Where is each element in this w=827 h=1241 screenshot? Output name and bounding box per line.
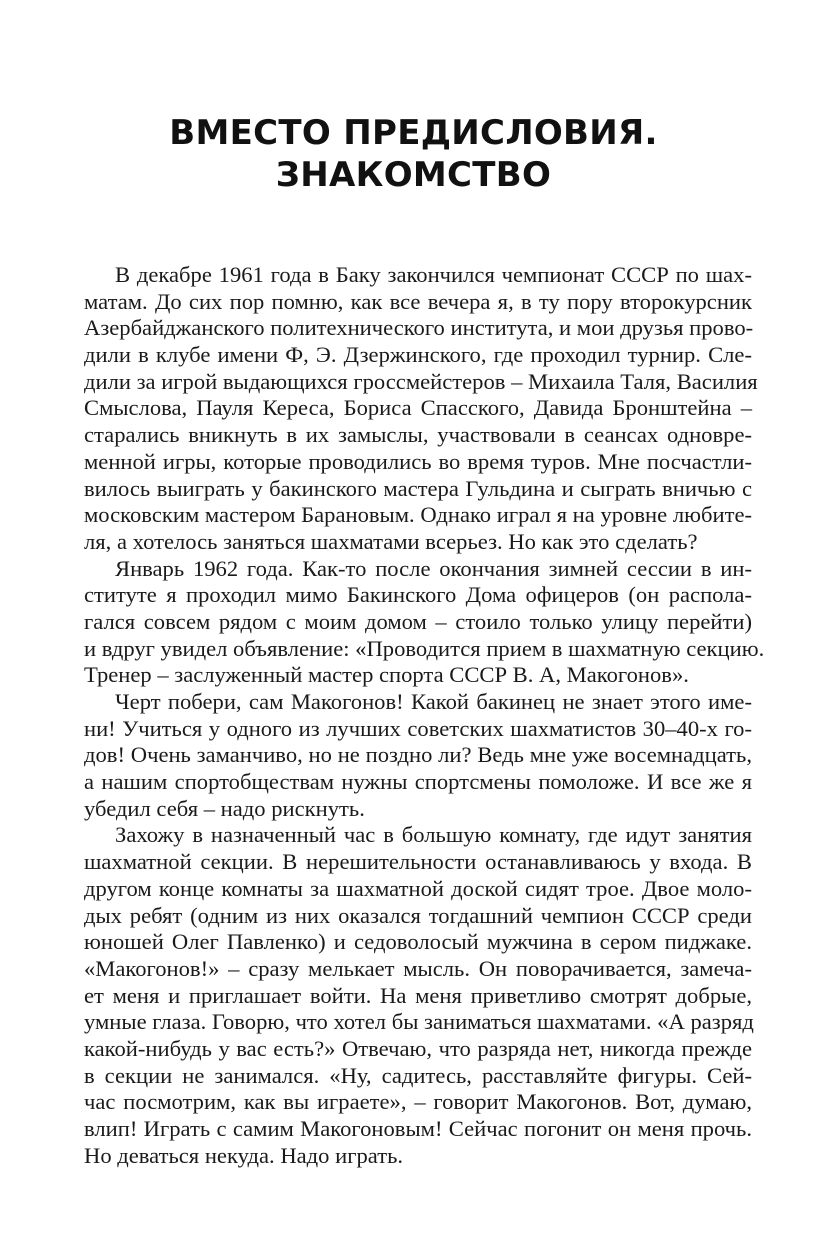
text-line: какой-нибудь у вас есть?» Отвечаю, что разряда нет, никогда прежде (84, 1035, 752, 1061)
text-line: В декабре 1961 года в Баку закончился чемпионат СССР по шах- (115, 262, 752, 287)
text-line: в секции не занимался. «Ну, садитесь, расставляйте фигуры. Сей- (84, 1062, 752, 1088)
text-line: московским мастером Барановым. Однако играл я на уровне любите- (84, 502, 752, 528)
text-line: Захожу в назначенный час в большую комнату, где идут занятия (115, 822, 752, 848)
text-line: а нашим спортобществам нужны спортсмены помоложе. И все же я (84, 769, 752, 795)
text-line: дых ребят (одним из них оказался тогдашний чемпион СССР среди (84, 902, 752, 928)
chapter-body (84, 262, 765, 1169)
paragraph-3 (84, 689, 752, 822)
text-line: дов! Очень заманчиво, но не поздно ли? Ведь мне уже восемнадцать, (84, 742, 752, 768)
text-line: ет меня и приглашает войти. На меня приветливо смотрят добрые, (84, 982, 752, 1008)
text-line: менной игры, которые проводились во время туров. Мне посчастли- (84, 448, 752, 474)
text-line: юношей Олег Павленко) и седоволосый мужчина в сером пиджаке. (84, 929, 752, 955)
paragraph-2 (84, 555, 765, 689)
chapter-title (80, 112, 747, 196)
text-line: вилось выиграть у бакинского мастера Гульдина и сыграть вничью с (84, 475, 752, 501)
text-line: матам. До сих пор помню, как все вечера я, в ту пору второкурсник (84, 288, 752, 314)
text-line: Азербайджанского политехнического института, и мои друзья прово- (84, 315, 754, 341)
text-line: ни! Учиться у одного из лучших советских шахматистов 30–40-х го- (84, 715, 752, 741)
text-line: шахматной секции. В нерешительности останавливаюсь у входа. В (84, 849, 752, 875)
paragraph-4 (84, 822, 752, 1169)
text-line: гался совсем рядом с моим домом – стоило только улицу перейти) (84, 608, 752, 634)
text-line: умные глаза. Говорю, что хотел бы заниматься шахматами. «А разряд (84, 1009, 754, 1035)
text-line: Смыслова, Пауля Кереса, Бориса Спасского, Давида Бронштейна – (84, 395, 752, 421)
text-line: Черт побери, сам Макогонов! Какой бакинец не знает этого име- (115, 689, 752, 714)
text-line: влип! Играть с самим Макогоновым! Сейчас погонит он меня прочь. (84, 1116, 752, 1141)
chapter-title-line-2: ЗНАКОМСТВО (275, 155, 552, 195)
text-line: «Макогонов!» – сразу мелькает мысль. Он поворачивается, замеча- (84, 955, 752, 981)
text-line: другом конце комнаты за шахматной доской сидят трое. Двое моло- (84, 875, 752, 901)
text-line: дили за игрой выдающихся гроссмейстеров – Михаила Таля, Василия (84, 368, 758, 394)
text-line: Тренер – заслуженный мастер спорта СССР В. А, Макогонов». (84, 662, 689, 688)
text-line: и вдруг увидел объявление: «Проводится прием в шахматную секцию. (84, 635, 765, 661)
text-line: старались вникнуть в их замыслы, участвовали в сеансах одновре- (84, 422, 752, 448)
text-line: час посмотрим, как вы играете», – говорит Макогонов. Вот, думаю, (84, 1089, 752, 1115)
text-line: ля, а хотелось заняться шахматами всерьез. Но как это сделать? (84, 528, 698, 554)
text-line: ституте я проходил мимо Бакинского Дома офицеров (он распола- (84, 582, 752, 608)
text-line: Январь 1962 года. Как-то после окончания зимней сессии в ин- (115, 555, 752, 581)
text-line: убедил себя – надо рискнуть. (84, 795, 365, 821)
paragraph-1 (84, 262, 758, 556)
text-line: Но деваться некуда. Надо играть. (84, 1142, 404, 1168)
chapter-title-line-1: ВМЕСТО ПРЕДИСЛОВИЯ. (169, 113, 658, 153)
text-line: дили в клубе имени Ф, Э. Дзержинского, где проходил турнир. Сле- (84, 342, 752, 368)
